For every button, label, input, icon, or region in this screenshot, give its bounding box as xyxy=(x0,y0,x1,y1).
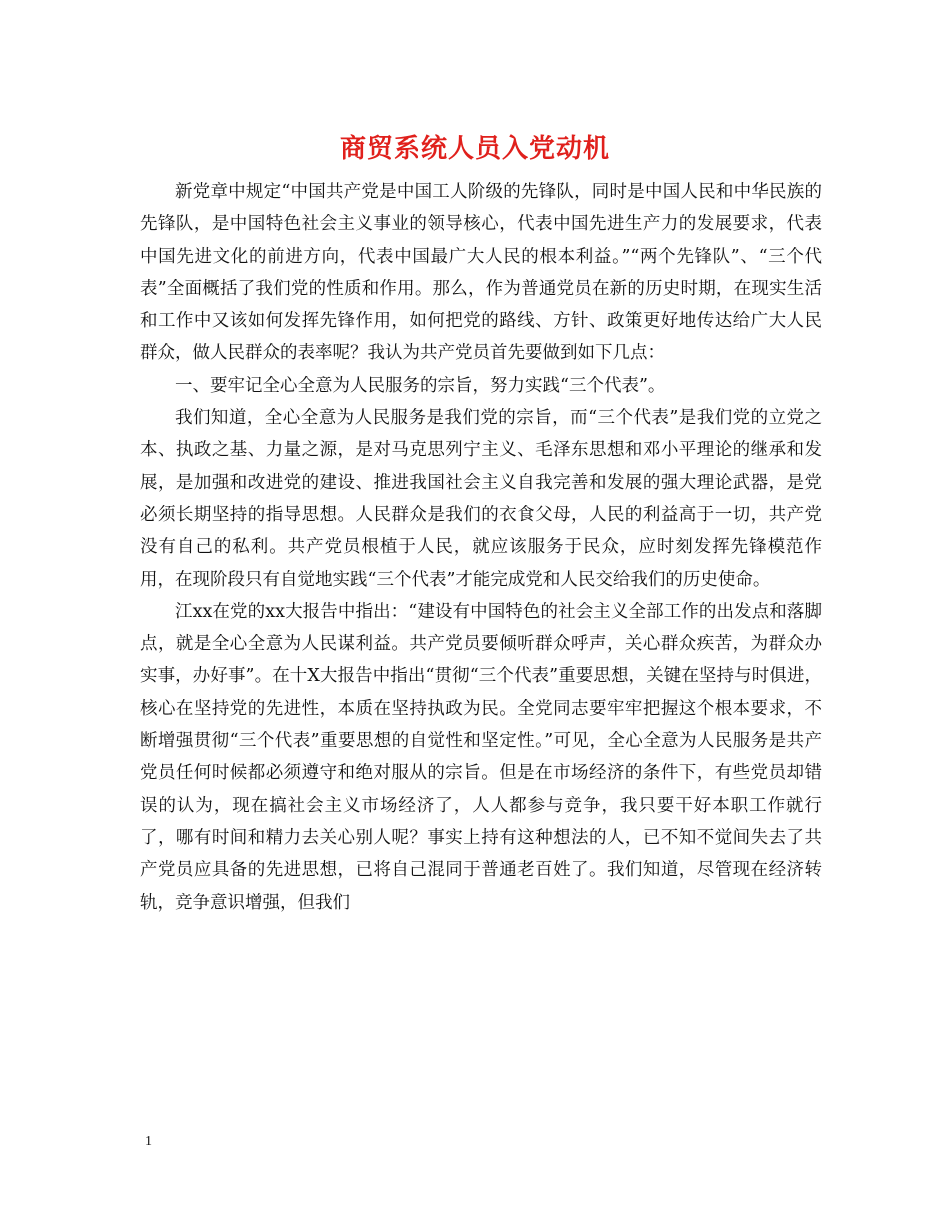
document-body xyxy=(140,176,822,919)
paragraph-intro: 新党章中规定“中国共产党是中国工人阶级的先锋队，同时是中国人民和中华民族的先锋队，是中国特色社会主义事业的领导核心，代表中国先进生产力的发展要求，代表中国先进文化的前进方向，代表中国最广大人民的根本利益。”“两个先锋队”、“三个代表”全面概括了我们党的性质和作用。那么，作为普通党员在新的历史时期，在现实生活和工作中又该如何发挥先锋作用，如何把党的路线、方针、政策更好地传达给广大人民群众，做人民群众的表率呢？我认为共产党员首先要做到如下几点： xyxy=(140,182,822,364)
paragraph-report-quote: 江xx在党的xx大报告中指出：“建设有中国特色的社会主义全部工作的出发点和落脚点，就是全心全意为人民谋利益。共产党员要倾听群众呼声，关心群众疾苦，为群众办实事，办好事”。在十X大报告中指出“贯彻“三个代表”重要思想，关键在坚持与时俱进，核心在坚持党的先进性，本质在坚持执政为民。全党同志要牢牢把握这个根本要求，不断增强贯彻“三个代表”重要思想的自觉性和坚定性。”可见，全心全意为人民服务是共产党员任何时候都必须遵守和绝对服从的宗旨。但是在市场经济的条件下，有些党员却错误的认为，现在搞社会主义市场经济了，人人都参与竞争，我只要干好本职工作就行了，哪有时间和精力去关心别人呢？事实上持有这种想法的人，已不知不觉间失去了共产党员应具备的先进思想，已将自己混同于普通老百姓了。我们知道，尽管现在经济转轨，竞争意识增强，但我们 xyxy=(140,601,822,913)
page-number: 1 xyxy=(145,1134,152,1149)
document-title: 商贸系统人员入党动机 xyxy=(339,134,610,164)
paragraph-heading-one: 一、要牢记全心全意为人民服务的宗旨，努力实践“三个代表”。 xyxy=(175,375,666,396)
paragraph-purpose: 我们知道，全心全意为人民服务是我们党的宗旨，而“三个代表”是我们党的立党之本、执政之基、力量之源，是对马克思列宁主义、毛泽东思想和邓小平理论的继承和发展，是加强和改进党的建设、推进我国社会主义自我完善和发展的强大理论武器，是党必须长期坚持的指导思想。人民群众是我们的衣食父母，人民的利益高于一切，共产党没有自己的私利。共产党员根植于人民，就应该服务于民众，应时刻发挥先锋模范作用，在现阶段只有自觉地实践“三个代表”才能完成党和人民交给我们的历史使命。 xyxy=(140,408,822,590)
